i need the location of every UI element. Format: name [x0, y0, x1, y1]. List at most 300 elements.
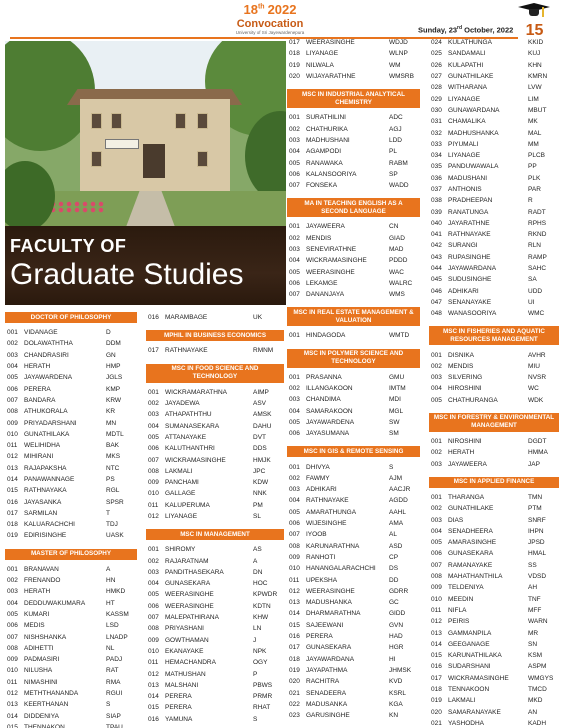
graduate-surname: MALSHANI: [165, 681, 199, 689]
graduate-number: 014: [148, 693, 159, 701]
graduate-surname: EKANAYAKE: [165, 647, 204, 655]
graduate-initials: AN: [528, 708, 538, 716]
graduate-row: [289, 406, 418, 417]
graduate-row: [289, 169, 418, 180]
graduate-row: [431, 593, 557, 604]
graduate-initials: WARN: [528, 618, 548, 626]
graduate-number: 010: [7, 667, 18, 675]
graduate-initials: MK: [528, 118, 538, 126]
graduate-number: 009: [148, 479, 159, 487]
column-4: [429, 37, 559, 728]
graduate-surname: RANHOTI: [306, 553, 336, 561]
graduate-row: [7, 519, 135, 530]
graduate-initials: SIAP: [106, 712, 121, 720]
graduate-initials: SAHC: [528, 265, 547, 273]
graduate-row: [289, 372, 418, 383]
graduate-surname: CHAMALIKA: [448, 118, 486, 126]
graduate-surname: AMARATHUNGA: [306, 508, 357, 516]
graduate-surname: YASHODHA: [448, 719, 484, 727]
graduate-initials: IHPN: [528, 527, 544, 535]
graduate-surname: PIYUMALI: [448, 140, 479, 148]
graduate-surname: RATHNAYAKA: [24, 487, 67, 495]
graduate-surname: GAMMANPILA: [448, 629, 492, 637]
graduate-surname: SAMARAKOON: [306, 407, 353, 415]
graduate-surname: UPEKSHA: [306, 576, 338, 584]
graduate-row: [7, 440, 135, 451]
graduate-surname: NIFLA: [448, 606, 467, 614]
graduate-row: [289, 484, 418, 495]
graduate-row: [431, 436, 557, 447]
graduate-row: [289, 529, 418, 540]
graduate-number: 003: [289, 396, 300, 404]
graduate-row: [431, 263, 557, 274]
graduate-surname: ILLANGAKOON: [306, 385, 353, 393]
graduate-surname: KARUNARATHNA: [306, 542, 360, 550]
graduate-row: [431, 372, 557, 383]
graduate-row: [289, 48, 418, 59]
graduate-surname: JAYAWARDENA: [24, 374, 73, 382]
graduate-surname: PERERA: [24, 385, 51, 393]
graduate-surname: JAYAPATHMA: [306, 666, 348, 674]
graduate-initials: AMA: [389, 520, 404, 528]
graduate-surname: DEDDUWAKUMARA: [24, 599, 86, 607]
graduate-surname: TELDENIYA: [448, 584, 484, 592]
graduate-row: [7, 609, 135, 620]
graduate-initials: KMP: [106, 385, 121, 393]
graduate-surname: DISNIKA: [448, 351, 475, 359]
graduate-initials: AVHR: [528, 351, 546, 359]
graduate-row: [431, 116, 557, 127]
graduate-surname: MADUSHANKA: [306, 599, 352, 607]
graduate-row: [289, 586, 418, 597]
graduate-row: [148, 409, 282, 420]
graduate-surname: RAJARATNAM: [165, 557, 209, 565]
graduate-row: [148, 398, 282, 409]
graduate-number: 002: [7, 340, 18, 348]
graduate-surname: WIJAYARATHNE: [306, 73, 356, 81]
graduate-row: [148, 544, 282, 555]
graduate-initials: PADJ: [106, 656, 123, 664]
graduate-number: 007: [148, 614, 159, 622]
graduate-surname: SHIROMY: [165, 546, 196, 554]
graduate-surname: KALANSOORIYA: [306, 170, 357, 178]
graduate-initials: MDI: [389, 396, 401, 404]
graduate-row: [431, 582, 557, 593]
graduate-initials: RKND: [528, 231, 547, 239]
graduate-initials: UDD: [528, 287, 543, 295]
graduate-row: [289, 135, 418, 146]
graduate-row: [289, 255, 418, 266]
logo-title: Convocation: [236, 18, 304, 30]
graduate-surname: AMARASINGHE: [448, 539, 497, 547]
graduate-row: [7, 372, 135, 383]
graduate-number: 014: [289, 610, 300, 618]
graduate-surname: RUPASINGHE: [448, 253, 491, 261]
graduate-row: [289, 676, 418, 687]
anniversary-number: 18th: [243, 2, 265, 17]
graduate-row: [289, 597, 418, 608]
graduate-number: 001: [289, 114, 300, 122]
graduate-row: [431, 383, 557, 394]
graduate-row: [289, 563, 418, 574]
graduate-surname: HINDAGODA: [306, 332, 346, 340]
graduate-initials: GDRR: [389, 587, 409, 595]
section-heading: MSC IN REAL ESTATE MANAGEMENT & VALUATION: [287, 307, 420, 326]
graduate-initials: IMTM: [389, 385, 406, 393]
graduate-number: 008: [289, 542, 300, 550]
graduate-surname: PRIYASHANI: [165, 625, 204, 633]
graduate-surname: KALUTHANTHRI: [165, 445, 215, 453]
graduate-surname: CHANDRASIRI: [24, 351, 69, 359]
graduate-surname: IYOOB: [306, 531, 327, 539]
graduate-row: [7, 485, 135, 496]
graduate-number: 010: [148, 490, 159, 498]
graduate-initials: WDK: [528, 396, 544, 404]
graduate-surname: PRASANNA: [306, 373, 342, 381]
graduate-initials: S: [106, 701, 111, 709]
graduate-initials: UI: [528, 298, 535, 306]
graduate-number: 047: [431, 298, 442, 306]
graduate-surname: CHATHURANGA: [448, 396, 498, 404]
graduate-number: 001: [431, 351, 442, 359]
graduate-number: 006: [289, 170, 300, 178]
graduate-surname: PANCHAMI: [165, 479, 199, 487]
graduate-row: [289, 461, 418, 472]
graduate-surname: DHIVYA: [306, 463, 330, 471]
graduate-surname: WELIHIDHA: [24, 442, 61, 450]
graduate-row: [148, 432, 282, 443]
graduate-row: [7, 395, 135, 406]
graduate-surname: BANDARA: [24, 396, 56, 404]
graduate-initials: JPSD: [528, 539, 545, 547]
graduate-surname: JAYAWEERA: [448, 460, 487, 468]
graduate-surname: ADHIKARI: [448, 287, 479, 295]
graduate-initials: AS: [253, 546, 262, 554]
column-1: [5, 312, 137, 728]
graduate-number: 005: [7, 374, 18, 382]
graduate-row: [148, 691, 282, 702]
graduate-number: 018: [7, 521, 18, 529]
graduate-row: [431, 492, 557, 503]
graduate-number: 013: [7, 464, 18, 472]
graduate-number: 012: [7, 690, 18, 698]
graduate-number: 016: [289, 633, 300, 641]
graduate-row: [431, 93, 557, 104]
graduate-row: [289, 518, 418, 529]
graduate-list: [146, 345, 284, 356]
graduate-surname: GUNASEKARA: [165, 580, 211, 588]
graduate-initials: TPAU: [106, 723, 123, 728]
graduate-initials: HGR: [389, 644, 404, 652]
graduate-number: 001: [148, 388, 159, 396]
graduate-number: 006: [289, 520, 300, 528]
graduate-surname: MALEPATHIRANA: [165, 614, 219, 622]
graduate-row: [431, 206, 557, 217]
graduate-initials: KHN: [528, 61, 542, 69]
graduate-number: 008: [431, 573, 442, 581]
graduate-surname: DIDDENIYA: [24, 712, 59, 720]
graduate-surname: PANDUWAWALA: [448, 163, 499, 171]
graduate-number: 032: [431, 129, 442, 137]
graduate-surname: PADMASIRI: [24, 656, 60, 664]
graduate-row: [148, 387, 282, 398]
graduate-surname: LIYANAGE: [448, 152, 481, 160]
graduate-number: 008: [148, 467, 159, 475]
graduate-initials: ADC: [389, 114, 403, 122]
graduate-row: [7, 508, 135, 519]
graduate-surname: DOLAWATHTHA: [24, 340, 73, 348]
graduate-number: 017: [7, 509, 18, 517]
graduate-row: [289, 180, 418, 191]
graduate-initials: HMKD: [106, 588, 126, 596]
graduate-initials: KN: [389, 712, 399, 720]
graduate-surname: SENANAYAKE: [448, 298, 492, 306]
graduate-number: 020: [289, 73, 300, 81]
graduate-row: [431, 526, 557, 537]
graduate-row: [7, 429, 135, 440]
graduate-surname: THARANGA: [448, 493, 485, 501]
graduate-number: 016: [431, 663, 442, 671]
graduate-initials: MGL: [389, 407, 404, 415]
graduate-surname: NILUSHA: [24, 667, 53, 675]
graduate-initials: GVN: [389, 621, 404, 629]
graduate-number: 004: [289, 497, 300, 505]
logo-university: University of Sri Jayewardenepura: [235, 30, 305, 35]
graduate-initials: JPC: [253, 467, 266, 475]
graduate-initials: MKD: [528, 697, 543, 705]
graduate-initials: J: [253, 636, 257, 644]
graduate-initials: MR: [528, 629, 539, 637]
graduate-initials: GN: [106, 351, 116, 359]
graduate-number: 003: [148, 568, 159, 576]
issue-date: Sunday, 23rd October, 2022: [418, 25, 514, 35]
graduate-row: [289, 112, 418, 123]
graduate-number: 042: [431, 242, 442, 250]
graduate-number: 003: [289, 246, 300, 253]
graduate-initials: T: [106, 509, 110, 517]
graduate-initials: WMS: [389, 291, 405, 299]
banner-line2: Graduate Studies: [10, 258, 244, 291]
graduate-initials: OGY: [253, 659, 268, 667]
graduate-number: 036: [431, 174, 442, 182]
graduate-number: 003: [289, 136, 300, 144]
graduate-initials: KKID: [528, 39, 544, 47]
graduate-surname: GALLAGE: [165, 490, 196, 498]
graduate-row: [148, 555, 282, 566]
graduate-initials: AL: [389, 531, 397, 539]
graduate-initials: PTM: [528, 505, 542, 513]
graduate-initials: HMAL: [528, 550, 547, 558]
graduate-row: [289, 495, 418, 506]
graduate-number: 011: [7, 678, 18, 686]
graduate-row: [289, 687, 418, 698]
graduate-initials: HOC: [253, 580, 268, 588]
graduate-surname: CHANDIMA: [306, 396, 341, 404]
graduate-surname: JAYARATHNE: [448, 219, 490, 227]
graduate-surname: TENNAKOON: [448, 685, 490, 693]
graduate-row: [148, 601, 282, 612]
graduate-row: [148, 668, 282, 679]
graduate-initials: GMU: [389, 373, 405, 381]
graduate-surname: RAJAPAKSHA: [24, 464, 67, 472]
graduate-row: [431, 718, 557, 728]
graduate-initials: HMJK: [253, 456, 271, 464]
graduate-number: 005: [148, 591, 159, 599]
graduate-row: [431, 684, 557, 695]
graduate-initials: WMC: [528, 310, 545, 318]
graduate-surname: ATTANAYAKE: [165, 433, 207, 441]
graduate-number: 017: [148, 347, 159, 355]
graduate-surname: MADUSANKA: [306, 700, 348, 708]
graduate-initials: DS: [389, 565, 399, 573]
graduate-row: [289, 574, 418, 585]
graduate-initials: RAMP: [528, 253, 547, 261]
graduate-surname: GUNASEKARA: [448, 550, 494, 558]
graduate-number: 013: [289, 599, 300, 607]
graduate-surname: WANASOORIYA: [448, 310, 497, 318]
graduate-number: 016: [148, 314, 159, 322]
graduate-surname: MEEDIN: [448, 595, 474, 603]
section-heading: MSC IN INDUSTRIAL ANALYTICAL CHEMISTRY: [287, 89, 420, 108]
graduate-number: 040: [431, 219, 442, 227]
graduate-row: [7, 338, 135, 349]
graduate-row: [148, 612, 282, 623]
graduate-number: 001: [148, 546, 159, 554]
graduate-row: [431, 48, 557, 59]
graduate-number: 005: [148, 433, 159, 441]
graduate-number: 004: [289, 148, 300, 156]
graduate-surname: YAMUNA: [165, 715, 193, 723]
graduate-surname: RAMANAYAKE: [448, 561, 493, 569]
graduate-row: [289, 507, 418, 518]
graduate-number: 028: [431, 84, 442, 92]
logo-year: 2022: [267, 2, 297, 17]
graduate-surname: MEDIS: [24, 622, 45, 630]
graduate-row: [289, 665, 418, 676]
graduate-surname: ATHAPATHTHU: [165, 411, 212, 419]
graduate-surname: NIROSHINI: [448, 438, 482, 446]
graduate-initials: LIM: [528, 95, 539, 103]
graduate-number: 019: [289, 666, 300, 674]
graduate-initials: SW: [389, 418, 400, 426]
graduate-surname: SENADEERA: [306, 689, 347, 697]
graduate-row: [7, 665, 135, 676]
graduate-number: 004: [7, 363, 18, 371]
graduate-number: 001: [289, 332, 300, 340]
graduate-initials: MAD: [389, 246, 404, 253]
graduate-initials: RMNM: [253, 347, 274, 355]
graduate-initials: UK: [253, 314, 263, 322]
graduate-initials: S: [253, 715, 258, 723]
graduate-initials: SP: [389, 170, 398, 178]
graduate-number: 007: [431, 561, 442, 569]
graduate-initials: KR: [106, 408, 116, 416]
graduate-row: [7, 677, 135, 688]
section-heading: MSC IN APPLIED FINANCE: [429, 477, 559, 488]
graduate-surname: RATHNAYAKE: [306, 497, 349, 505]
graduate-number: 002: [431, 362, 442, 370]
graduate-surname: EDIRISINGHE: [24, 532, 67, 540]
graduate-initials: WM: [389, 61, 401, 69]
graduate-number: 038: [431, 197, 442, 205]
graduate-number: 043: [431, 253, 442, 261]
graduate-number: 005: [289, 508, 300, 516]
graduate-number: 025: [431, 50, 442, 58]
graduate-row: [7, 586, 135, 597]
graduate-surname: PRIYADARSHANI: [24, 419, 77, 427]
graduate-row: [431, 616, 557, 627]
graduate-initials: RADT: [528, 208, 546, 216]
graduate-number: 003: [7, 588, 18, 596]
graduate-surname: GUNATHILAKE: [448, 73, 494, 81]
graduate-row: [289, 278, 418, 289]
graduate-initials: LVW: [528, 84, 542, 92]
graduate-number: 018: [289, 50, 300, 58]
graduate-number: 002: [289, 125, 300, 133]
graduate-row: [148, 589, 282, 600]
graduate-number: 012: [289, 587, 300, 595]
graduate-number: 008: [7, 644, 18, 652]
graduate-number: 019: [289, 61, 300, 69]
graduate-number: 015: [289, 621, 300, 629]
graduate-surname: JAYAWARDANA: [448, 265, 497, 273]
graduate-row: [148, 714, 282, 725]
section-heading: MSC IN POLYMER SCIENCE AND TECHNOLOGY: [287, 349, 420, 368]
graduate-number: 002: [289, 385, 300, 393]
graduate-number: 007: [7, 633, 18, 641]
graduate-initials: PS: [106, 476, 115, 483]
graduate-initials: AIMP: [253, 388, 269, 396]
graduate-initials: PLCB: [528, 152, 545, 160]
graduate-initials: SM: [389, 430, 399, 438]
graduate-surname: RATHNAYAKE: [165, 347, 208, 355]
graduate-number: 003: [431, 516, 442, 524]
graduate-number: 045: [431, 276, 442, 284]
graduate-initials: DDM: [106, 340, 121, 348]
graduate-row: [7, 327, 135, 338]
graduate-surname: DHARMARATHNA: [306, 610, 361, 618]
graduate-initials: KDW: [253, 479, 269, 487]
graduate-row: [431, 548, 557, 559]
graduate-initials: SNRF: [528, 516, 546, 524]
graduate-initials: MN: [106, 419, 117, 427]
graduate-initials: PDDD: [389, 257, 408, 265]
graduate-surname: RANATUNGA: [448, 208, 489, 216]
graduate-row: [431, 127, 557, 138]
graduate-number: 023: [289, 712, 300, 720]
graduate-surname: RANAWAKA: [306, 159, 343, 167]
graduate-surname: ADIHETTI: [24, 644, 54, 652]
graduate-surname: PERERA: [165, 693, 192, 701]
graduate-initials: HMMA: [528, 449, 548, 457]
graduate-number: 011: [431, 606, 442, 614]
graduate-row: [431, 661, 557, 672]
graduate-surname: SARMILAN: [24, 509, 58, 517]
graduate-list: [287, 372, 420, 440]
graduate-initials: RGL: [106, 487, 120, 495]
graduate-initials: SL: [253, 513, 261, 520]
graduate-number: 013: [148, 681, 159, 689]
graduate-number: 005: [7, 610, 18, 618]
graduate-initials: DN: [253, 568, 263, 576]
graduate-initials: WDJD: [389, 39, 408, 47]
graduate-initials: GC: [389, 599, 399, 607]
graduate-row: [431, 537, 557, 548]
graduate-number: 014: [7, 476, 18, 483]
graduate-number: 010: [148, 647, 159, 655]
graduate-initials: SPSR: [106, 498, 124, 506]
convocation-logo: [228, 2, 312, 38]
